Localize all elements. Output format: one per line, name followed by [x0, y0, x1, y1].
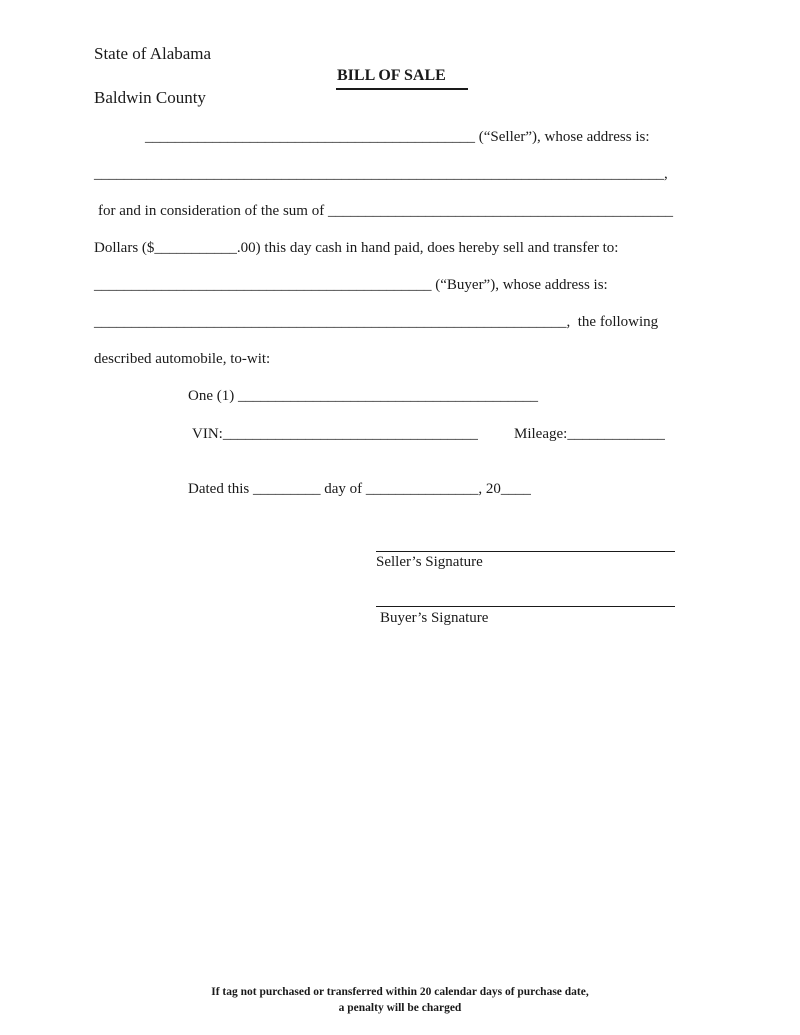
seller-address-line[interactable]: ____________________________________________________________________________,: [94, 166, 668, 182]
penalty-notice-line2: a penalty will be charged: [338, 1002, 462, 1014]
mileage-line[interactable]: Mileage:_____________: [514, 426, 665, 442]
dollars-line[interactable]: Dollars ($___________.00) this day cash in hand paid, does hereby sell and transfer to:: [94, 240, 619, 256]
county-label: Baldwin County: [94, 88, 206, 107]
seller-signature-label: Seller’s Signature: [376, 554, 483, 570]
state-label: State of Alabama: [94, 44, 212, 63]
seller-signature-line[interactable]: [376, 551, 675, 552]
dated-line[interactable]: Dated this _________ day of _______________, 20____: [188, 481, 531, 497]
penalty-notice: [0, 984, 800, 1016]
penalty-notice-line1: If tag not purchased or transferred within 20 calendar days of purchase date,: [211, 986, 589, 998]
buyer-signature-label: Buyer’s Signature: [380, 610, 489, 626]
seller-name-line[interactable]: ____________________________________________ (“Seller”), whose address is:: [145, 129, 650, 145]
buyer-signature-line[interactable]: [376, 606, 675, 607]
consideration-line[interactable]: for and in consideration of the sum of ______________________________________________: [98, 203, 673, 219]
vin-line[interactable]: VIN:__________________________________: [192, 426, 478, 442]
described-automobile-label: described automobile, to-wit:: [94, 351, 271, 367]
buyer-name-line[interactable]: _____________________________________________ (“Buyer”), whose address is:: [94, 277, 608, 293]
document-title: BILL OF SALE: [337, 67, 446, 84]
vehicle-description-line[interactable]: One (1) ________________________________________: [188, 388, 538, 404]
buyer-address-line[interactable]: _______________________________________________________________, the following: [94, 314, 659, 330]
title-underline: [336, 88, 468, 90]
